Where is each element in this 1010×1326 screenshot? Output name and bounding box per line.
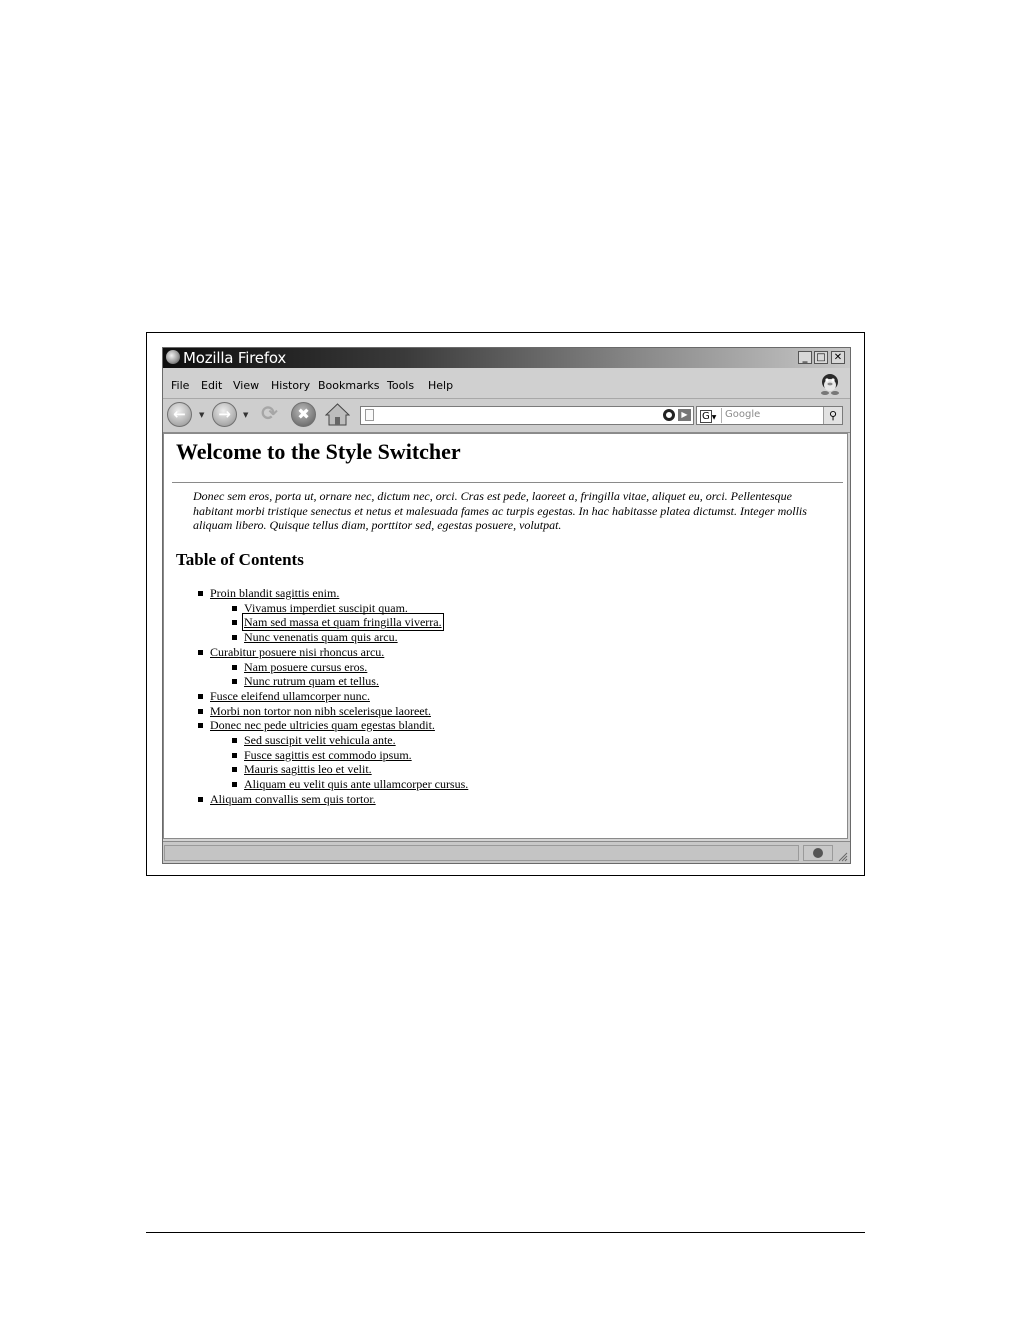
list-bullet xyxy=(232,767,237,772)
search-engine-dropdown-icon: ▼ xyxy=(711,414,717,421)
toc-item xyxy=(210,792,376,806)
toc-item xyxy=(210,718,435,732)
resize-grip-icon[interactable] xyxy=(838,852,848,862)
toc-link[interactable]: Fusce eleifend ullamcorper nunc. xyxy=(210,688,370,703)
toc-link[interactable]: Morbi non tortor non nibh scelerisque laoreet. xyxy=(210,703,431,718)
search-input[interactable]: Google xyxy=(725,409,761,420)
security-status-icon[interactable] xyxy=(803,845,833,861)
status-bar xyxy=(163,841,850,864)
toc-subitem xyxy=(244,674,379,688)
minimize-button[interactable]: _ xyxy=(798,351,812,364)
toc-link[interactable]: Sed suscipit velit vehicula ante. xyxy=(244,733,396,747)
search-engine-selector[interactable] xyxy=(698,408,722,423)
forward-history-dropdown-icon[interactable]: ▼ xyxy=(243,411,249,419)
menu-bookmarks[interactable]: Bookmarks xyxy=(318,379,380,392)
close-button[interactable]: ✕ xyxy=(831,351,845,364)
home-icon xyxy=(325,402,350,427)
list-bullet xyxy=(232,635,237,640)
toc-heading: Table of Contents xyxy=(176,550,304,569)
menu-tools[interactable]: Tools xyxy=(387,379,415,392)
menu-history[interactable]: History xyxy=(271,379,311,392)
url-feed-icon[interactable]: ▶ xyxy=(678,409,691,421)
toc-item xyxy=(210,704,431,718)
list-bullet xyxy=(232,753,237,758)
home-button[interactable] xyxy=(325,402,350,427)
toc-item xyxy=(210,645,384,659)
toc-subitem xyxy=(244,601,408,615)
toc-link[interactable]: Nam sed massa et quam fringilla viverra. xyxy=(244,615,442,630)
list-bullet xyxy=(232,738,237,743)
firefox-icon xyxy=(166,350,180,364)
toc-link[interactable]: Aliquam eu velit quis ante ullamcorper cursus. xyxy=(244,777,469,792)
list-bullet xyxy=(232,606,237,611)
list-bullet xyxy=(232,782,237,787)
toc-subitem xyxy=(244,733,396,747)
magnifier-icon: ⚲ xyxy=(828,409,838,422)
title-bar[interactable] xyxy=(163,348,850,368)
toc-subitem xyxy=(244,748,412,762)
list-bullet xyxy=(198,723,203,728)
toc-link[interactable]: Nam posuere cursus eros. xyxy=(244,659,368,674)
list-bullet xyxy=(232,620,237,625)
reload-button[interactable] xyxy=(257,402,282,427)
navigation-toolbar xyxy=(163,399,850,433)
toc-link[interactable]: Donec nec pede ultricies quam egestas blandit. xyxy=(210,718,435,733)
toc-link[interactable]: Mauris sagittis leo et velit. xyxy=(244,762,372,777)
figure-frame xyxy=(146,332,865,876)
list-bullet xyxy=(198,797,203,802)
back-button[interactable] xyxy=(167,402,192,427)
menu-edit[interactable]: Edit xyxy=(201,379,223,392)
google-icon: G xyxy=(702,411,710,422)
url-bar[interactable] xyxy=(360,406,694,425)
toc-subitem xyxy=(244,777,468,791)
back-arrow-icon: ← xyxy=(173,405,186,423)
list-bullet xyxy=(198,709,203,714)
toc-link[interactable]: Aliquam convallis sem quis tortor. xyxy=(210,791,376,806)
list-bullet xyxy=(198,650,203,655)
forward-arrow-icon: → xyxy=(218,405,231,423)
stop-button[interactable] xyxy=(291,402,316,427)
toc-subitem xyxy=(244,630,398,644)
menu-view[interactable]: View xyxy=(233,379,260,392)
intro-paragraph: Donec sem eros, porta ut, ornare nec, dictum nec, orci. Cras est pede, laoreet a, fringilla vitae, aliquet eu, orci. Pellentesque habitant morbi tristique senectus et netus et malesuada fames ac turpis egestas. In hac habitasse platea dictumst. Integer mollis aliquam libero. Quisque tellus diam, porttitor sed, egestas posuere, volutpat. xyxy=(193,489,807,533)
toc-link[interactable]: Proin blandit sagittis enim. xyxy=(210,586,340,600)
toc-subitem xyxy=(244,660,367,674)
list-bullet xyxy=(232,679,237,684)
status-text-panel xyxy=(164,845,799,861)
menu-help[interactable]: Help xyxy=(428,379,454,392)
search-bar[interactable] xyxy=(696,406,843,425)
list-bullet xyxy=(198,694,203,699)
horizontal-rule xyxy=(172,482,843,483)
page-title: Welcome to the Style Switcher xyxy=(176,439,461,464)
stop-icon: ✖ xyxy=(297,405,310,423)
throbber-icon xyxy=(818,372,842,396)
toc-link[interactable]: Nunc rutrum quam et tellus. xyxy=(244,674,379,689)
forward-button[interactable] xyxy=(212,402,237,427)
toc-subitem xyxy=(244,615,442,629)
page-footer-rule xyxy=(146,1232,865,1233)
page-favicon-icon xyxy=(365,409,374,421)
toc-item xyxy=(210,689,370,703)
browser-window xyxy=(162,347,851,864)
list-bullet xyxy=(198,591,203,596)
menu-bar xyxy=(163,368,850,399)
toc-link[interactable]: Fusce sagittis est commodo ipsum. xyxy=(244,747,412,762)
maximize-button[interactable]: □ xyxy=(814,351,828,364)
reload-icon: ⟳ xyxy=(261,401,278,425)
page-content xyxy=(163,433,848,839)
toc-subitem xyxy=(244,762,372,776)
search-button[interactable] xyxy=(823,407,842,424)
window-title: Mozilla Firefox xyxy=(183,349,287,367)
toc-link[interactable]: Nunc venenatis quam quis arcu. xyxy=(244,630,398,645)
menu-file[interactable]: File xyxy=(171,379,190,392)
toc-link[interactable]: Curabitur posuere nisi rhoncus arcu. xyxy=(210,644,385,659)
url-go-icon[interactable] xyxy=(663,409,675,421)
back-history-dropdown-icon[interactable]: ▼ xyxy=(199,411,205,419)
toc-item xyxy=(210,586,339,600)
list-bullet xyxy=(232,665,237,670)
toc-link[interactable]: Vivamus imperdiet suscipit quam. xyxy=(244,600,408,615)
